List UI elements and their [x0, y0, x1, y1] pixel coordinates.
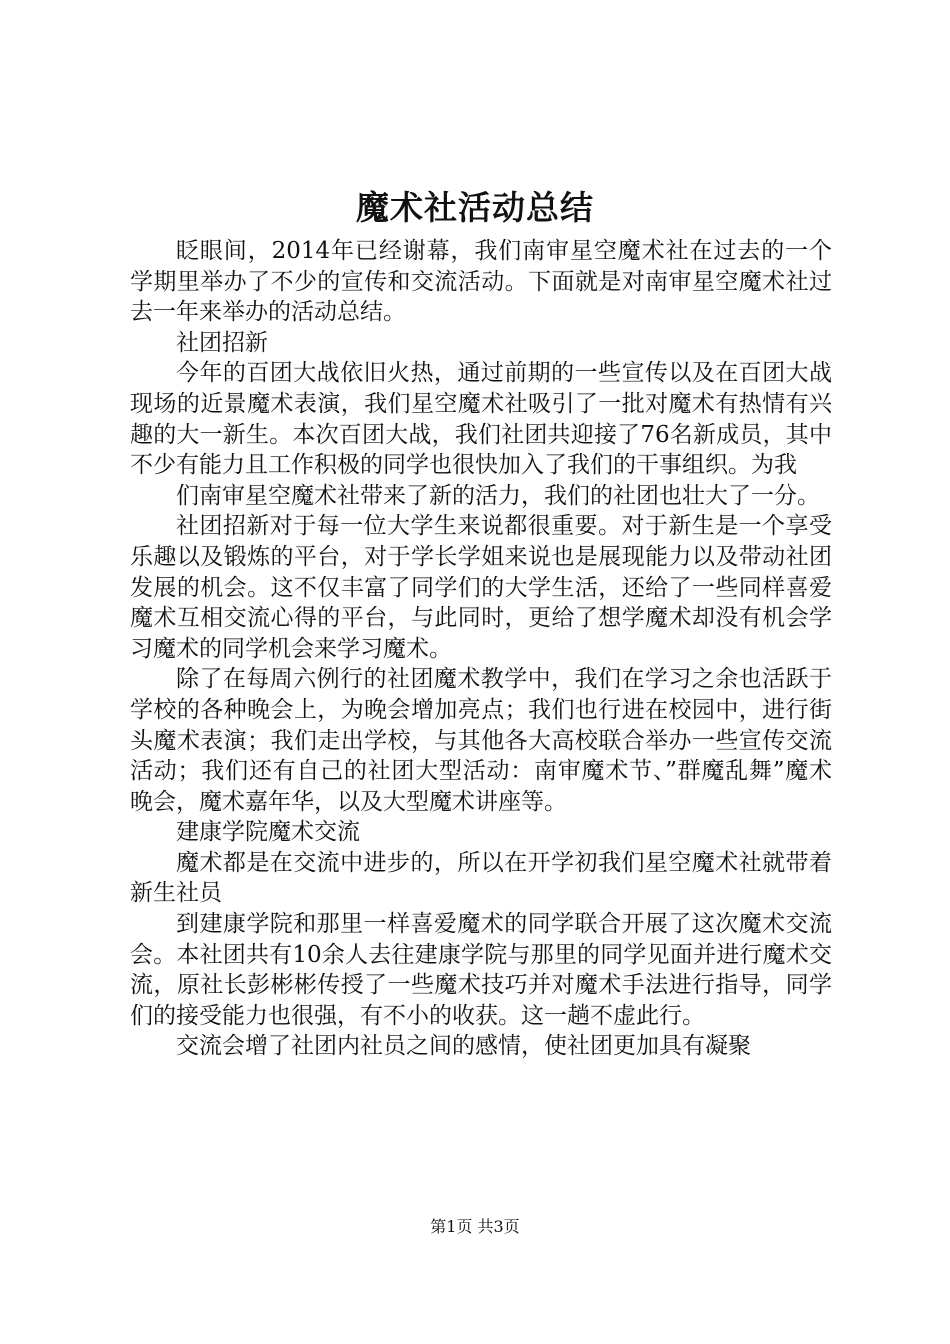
section-heading-recruitment: 社团招新: [176, 329, 268, 356]
document-body: [130, 236, 832, 1062]
section-heading-jiankang: 建康学院魔术交流: [176, 819, 360, 846]
page-number: 第1页 共3页: [430, 1217, 520, 1236]
paragraph-jiankang-3: 交流会增了社团内社员之间的感情，使社团更加具有凝聚: [176, 1033, 751, 1060]
paragraph-recruitment-3: 社团招新对于每一位大学生来说都很重要。对于新生是一个享受乐趣以及锻炼的平台，对于学长学姐来说也是展现能力以及带动社团发展的机会。这不仅丰富了同学们的大学生活，还给了一些同样喜爱魔术互相交流心得的平台，与此同时，更给了想学魔术却没有机会学习魔术的同学机会来学习魔术。: [130, 513, 832, 662]
paragraph-jiankang-1: 魔术都是在交流中进步的，所以在开学初我们星空魔术社就带着新生社员: [130, 849, 832, 907]
paragraph-jiankang-2: 到建康学院和那里一样喜爱魔术的同学联合开展了这次魔术交流会。本社团共有10余人去往建康学院与那里的同学见面并进行魔术交流，原社长彭彬彬传授了一些魔术技巧并对魔术手法进行指导，同学们的接受能力也很强，有不小的收获。这一趟不虚此行。: [130, 911, 832, 1029]
page-title: 魔术社活动总结: [356, 188, 594, 227]
paragraph-recruitment-1: 今年的百团大战依旧火热，通过前期的一些宣传以及在百团大战现场的近景魔术表演，我们星空魔术社吸引了一批对魔术有热情有兴趣的大一新生。本次百团大战，我们社团共迎接了76名新成员，其中不少有能力且工作积极的同学也很快加入了我们的干事组织。为我: [130, 360, 832, 479]
paragraph-activities: 除了在每周六例行的社团魔术教学中，我们在学习之余也活跃于学校的各种晚会上，为晚会增加亮点；我们也行进在校园中，进行街头魔术表演；我们走出学校，与其他各大高校联合举办一些宣传交流活动；我们还有自己的社团大型活动：南审魔术节、”群魔乱舞”魔术晚会，魔术嘉年华，以及大型魔术讲座等。: [130, 666, 832, 815]
paragraph-recruitment-2: 们南审星空魔术社带来了新的活力，我们的社团也壮大了一分。: [176, 482, 820, 509]
paragraph-intro: 眨眼间，2014年已经谢幕，我们南审星空魔术社在过去的一个学期里举办了不少的宣传和交流活动。下面就是对南审星空魔术社过去一年来举办的活动总结。: [130, 238, 832, 326]
